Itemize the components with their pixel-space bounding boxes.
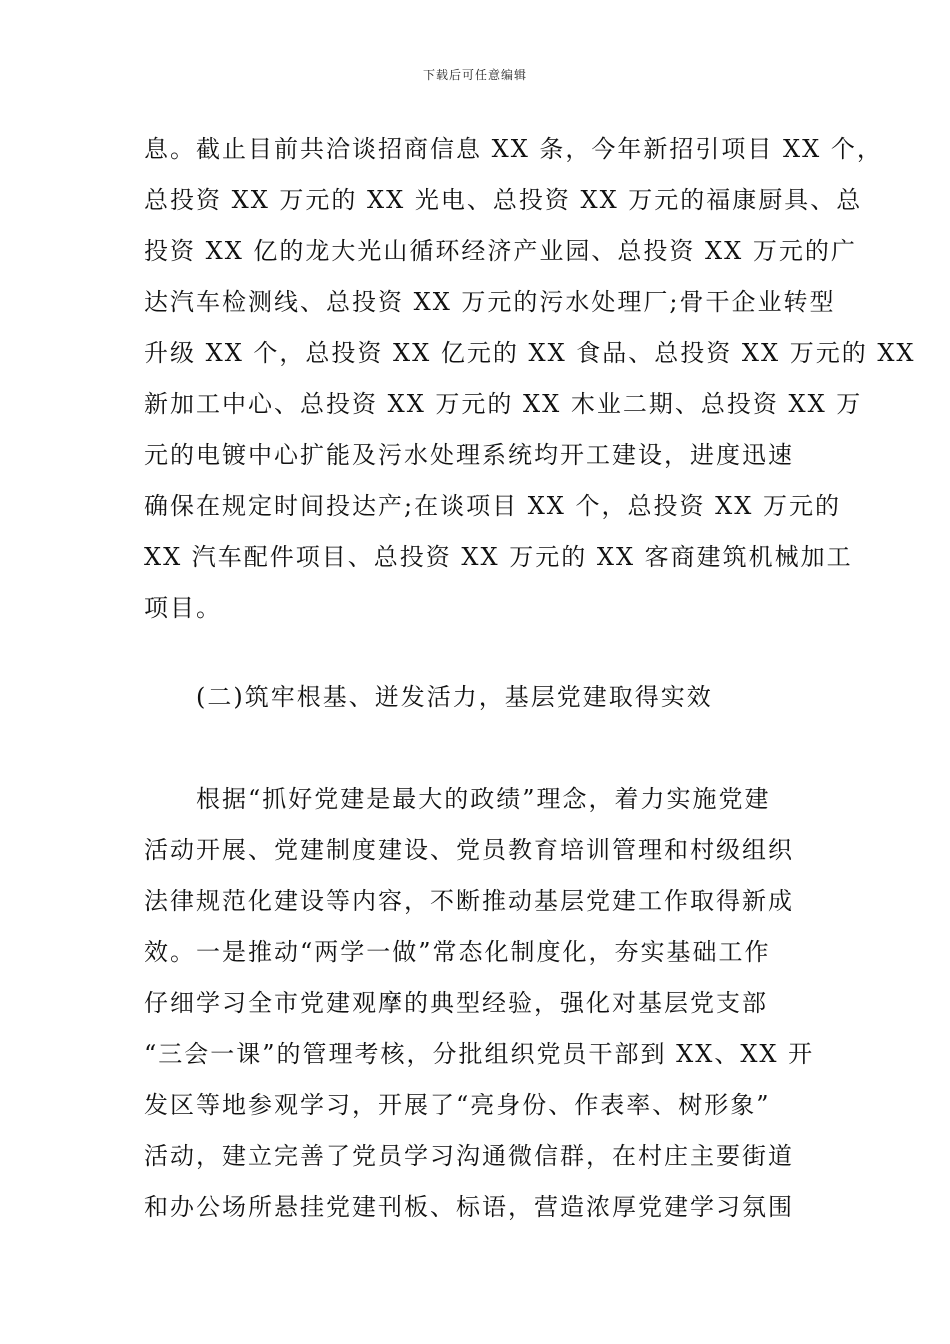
- body-text-line: 投资 XX 亿的龙大光山循环经济产业园、总投资 XX 万元的广: [144, 237, 857, 265]
- body-text-line: 法律规范化建设等内容，不断推动基层党建工作取得新成: [144, 887, 794, 915]
- body-text-line: 效。一是推动“两学一做”常态化制度化，夯实基础工作: [144, 938, 771, 966]
- body-text-line: 和办公场所悬挂党建刊板、标语，营造浓厚党建学习氛围: [144, 1193, 794, 1221]
- section-heading: (二)筑牢根基、迸发活力，基层党建取得实效: [196, 683, 713, 711]
- body-text-line: 元的电镀中心扩能及污水处理系统均开工建设，进度迅速: [144, 441, 794, 469]
- body-text-line: 根据“抓好党建是最大的政绩”理念，着力实施党建: [196, 785, 771, 813]
- body-text-line: 新加工中心、总投资 XX 万元的 XX 木业二期、总投资 XX 万: [144, 390, 863, 418]
- page-header-note: 下载后可任意编辑: [422, 68, 527, 82]
- body-text-line: 发区等地参观学习，开展了“亮身份、作表率、树形象”: [144, 1091, 771, 1119]
- body-text-line: 达汽车检测线、总投资 XX 万元的污水处理厂;骨干企业转型: [144, 288, 836, 316]
- body-text-line: 活动，建立完善了党员学习沟通微信群，在村庄主要街道: [144, 1142, 794, 1170]
- body-text-line: 升级 XX 个，总投资 XX 亿元的 XX 食品、总投资 XX 万元的 XX: [144, 339, 916, 367]
- body-text-line: 确保在规定时间投达产;在谈项目 XX 个，总投资 XX 万元的: [144, 492, 841, 520]
- body-text-line: 总投资 XX 万元的 XX 光电、总投资 XX 万元的福康厨具、总: [144, 186, 863, 214]
- body-text-line: XX 汽车配件项目、总投资 XX 万元的 XX 客商建筑机械加工: [144, 543, 853, 571]
- body-text-line: “三会一课”的管理考核，分批组织党员干部到 XX、XX 开: [144, 1040, 815, 1068]
- body-text-line: 息。截止目前共洽谈招商信息 XX 条，今年新招引项目 XX 个，: [144, 135, 883, 163]
- body-text-line: 仔细学习全市党建观摩的典型经验，强化对基层党支部: [144, 989, 768, 1017]
- body-text-line: 活动开展、党建制度建设、党员教育培训管理和村级组织: [144, 836, 794, 864]
- body-text-line: 项目。: [144, 594, 222, 622]
